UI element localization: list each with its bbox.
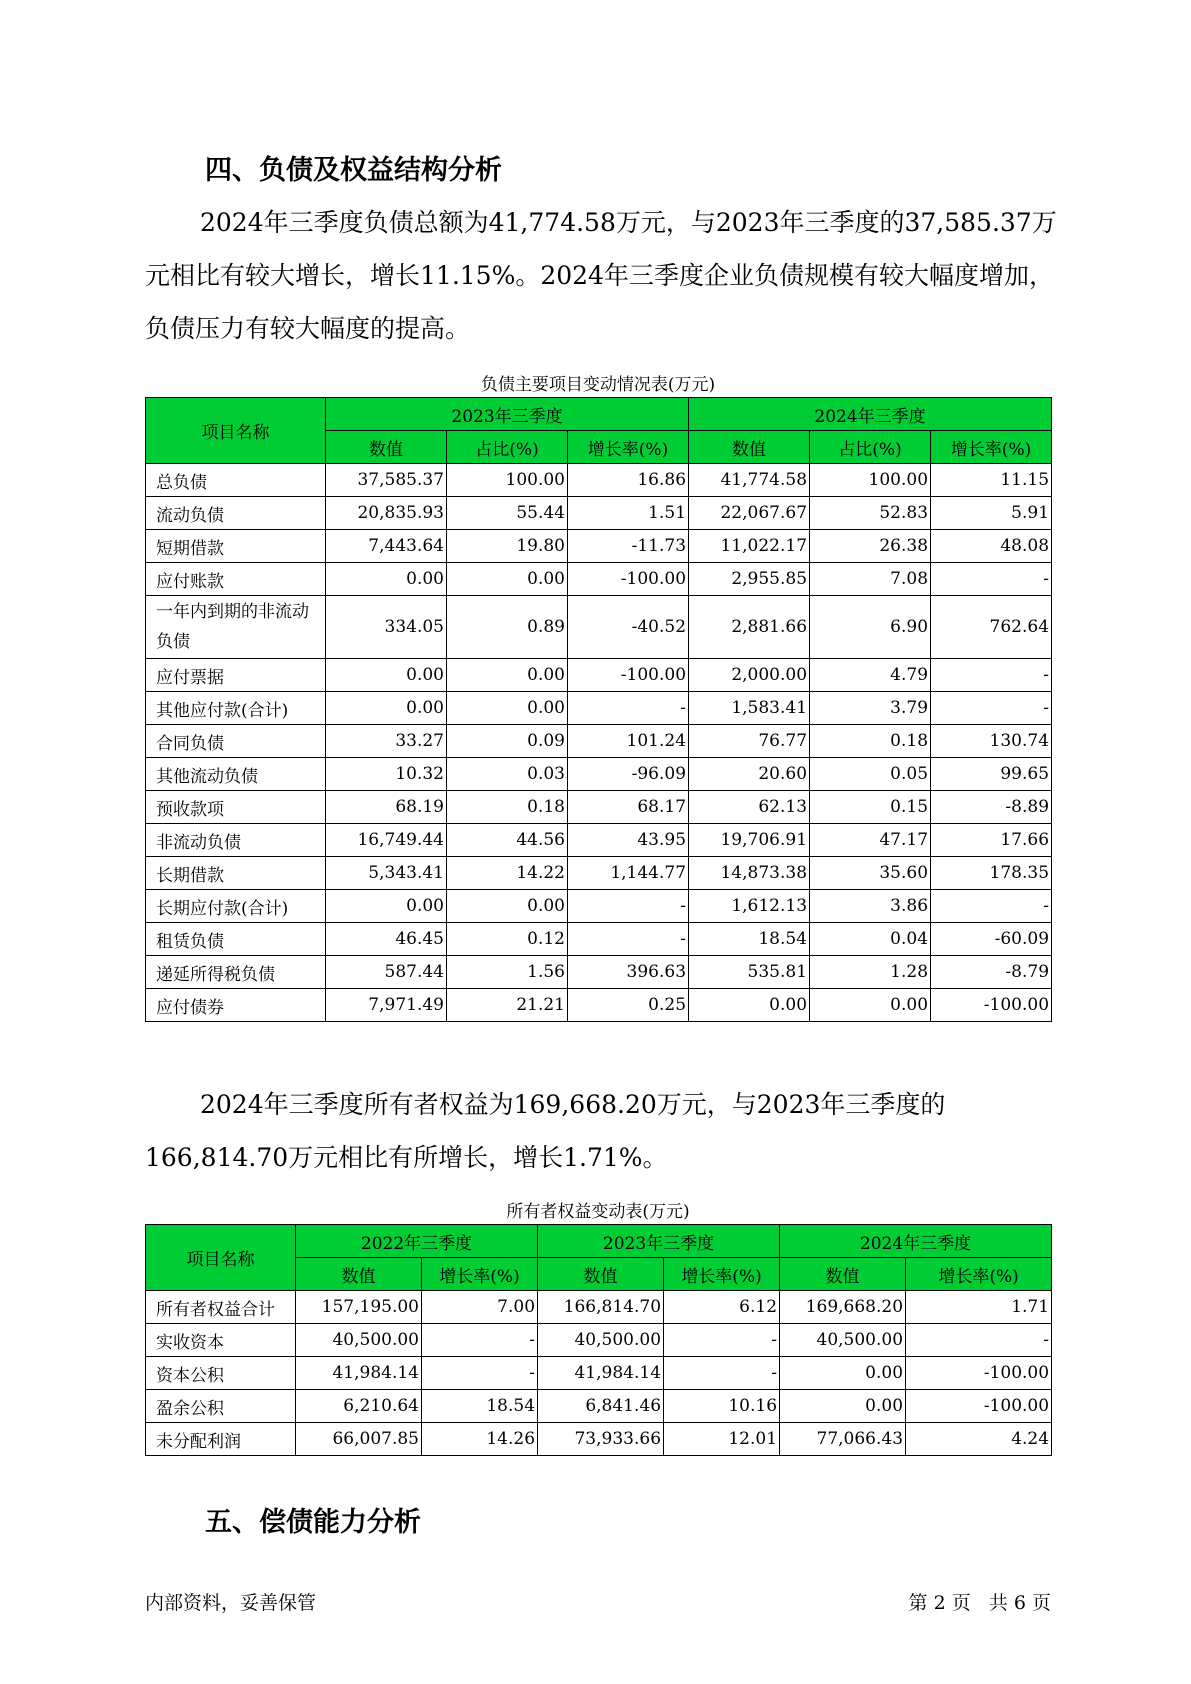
row-value: 41,984.14: [296, 1357, 422, 1390]
row-value: 48.08: [931, 530, 1052, 563]
row-value: -: [931, 563, 1052, 596]
table-header-period: 2023年三季度: [326, 398, 689, 431]
row-value: 3.79: [810, 692, 931, 725]
row-value: 20.60: [689, 758, 810, 791]
row-value: 68.17: [568, 791, 689, 824]
row-value: 130.74: [931, 725, 1052, 758]
row-value: 0.00: [447, 563, 568, 596]
row-value: 1.56: [447, 956, 568, 989]
table-header-name: 项目名称: [146, 398, 326, 464]
table-row: [146, 824, 1052, 857]
table-subheader: 增长率(%): [664, 1258, 780, 1291]
row-value: 35.60: [810, 857, 931, 890]
table-row: [146, 956, 1052, 989]
row-value: 1.71: [906, 1291, 1052, 1324]
row-value: -: [931, 890, 1052, 923]
row-value: 334.05: [326, 596, 447, 659]
table-subheader: 数值: [689, 431, 810, 464]
table-row: [146, 659, 1052, 692]
row-value: -60.09: [931, 923, 1052, 956]
row-value: 0.00: [326, 659, 447, 692]
row-value: 0.00: [326, 563, 447, 596]
row-value: 1.28: [810, 956, 931, 989]
row-value: 0.18: [447, 791, 568, 824]
row-value: 41,774.58: [689, 464, 810, 497]
row-value: 40,500.00: [780, 1324, 906, 1357]
row-label: 合同负债: [146, 725, 326, 758]
row-value: 178.35: [931, 857, 1052, 890]
row-value: 0.00: [810, 989, 931, 1022]
row-value: -100.00: [931, 989, 1052, 1022]
row-value: 0.09: [447, 725, 568, 758]
row-value: 14.22: [447, 857, 568, 890]
row-value: -: [931, 659, 1052, 692]
table-row: [146, 857, 1052, 890]
row-value: 1.51: [568, 497, 689, 530]
row-value: 2,000.00: [689, 659, 810, 692]
row-label: 资本公积: [146, 1357, 296, 1390]
row-label: 总负债: [146, 464, 326, 497]
table-subheader: 占比(%): [447, 431, 568, 464]
table-subheader: 数值: [326, 431, 447, 464]
table-row: [146, 989, 1052, 1022]
row-value: -: [568, 923, 689, 956]
row-value: 1,612.13: [689, 890, 810, 923]
table-row: [146, 464, 1052, 497]
table-subheader: 占比(%): [810, 431, 931, 464]
row-label: 其他流动负债: [146, 758, 326, 791]
footer-confidential: 内部资料，妥善保管: [145, 1592, 317, 1614]
table-subheader: 数值: [780, 1258, 906, 1291]
equity-table: [145, 1224, 1052, 1456]
row-value: 0.00: [447, 659, 568, 692]
row-value: 76.77: [689, 725, 810, 758]
table-row: [146, 497, 1052, 530]
row-value: 66,007.85: [296, 1423, 422, 1456]
row-value: 4.24: [906, 1423, 1052, 1456]
row-value: 6,210.64: [296, 1390, 422, 1423]
table-header-period: 2022年三季度: [296, 1225, 538, 1258]
row-value: 169,668.20: [780, 1291, 906, 1324]
row-value: 20,835.93: [326, 497, 447, 530]
row-value: -40.52: [568, 596, 689, 659]
row-value: 44.56: [447, 824, 568, 857]
row-label: 长期借款: [146, 857, 326, 890]
table-row: [146, 923, 1052, 956]
equity-paragraph-text: 2024年三季度所有者权益为169,668.20万元，与2023年三季度的166,814.70万元相比有所增长，增长1.71%。: [145, 1090, 946, 1172]
row-value: 10.32: [326, 758, 447, 791]
row-value: 7.00: [422, 1291, 538, 1324]
row-value: 0.00: [689, 989, 810, 1022]
row-value: -: [906, 1324, 1052, 1357]
row-value: -100.00: [906, 1390, 1052, 1423]
row-value: 6.90: [810, 596, 931, 659]
liabilities-paragraph-text: 2024年三季度负债总额为41,774.58万元，与2023年三季度的37,585.37万元相比有较大增长，增长11.15%。2024年三季度企业负债规模有较大幅度增加，负债压力有较大幅度的提高。: [145, 208, 1057, 343]
table-subheader: 数值: [296, 1258, 422, 1291]
row-value: 18.54: [689, 923, 810, 956]
table-header-name: 项目名称: [146, 1225, 296, 1291]
row-value: -96.09: [568, 758, 689, 791]
row-value: 157,195.00: [296, 1291, 422, 1324]
row-value: 0.25: [568, 989, 689, 1022]
table-row: [146, 692, 1052, 725]
row-value: 0.00: [447, 692, 568, 725]
row-value: 99.65: [931, 758, 1052, 791]
row-value: 73,933.66: [538, 1423, 664, 1456]
row-value: 16.86: [568, 464, 689, 497]
row-value: 4.79: [810, 659, 931, 692]
table-header-period: 2024年三季度: [689, 398, 1052, 431]
row-value: 5.91: [931, 497, 1052, 530]
row-value: 14,873.38: [689, 857, 810, 890]
row-value: 100.00: [447, 464, 568, 497]
row-value: 12.01: [664, 1423, 780, 1456]
row-value: -100.00: [568, 659, 689, 692]
row-value: 0.18: [810, 725, 931, 758]
row-label: 长期应付款(合计): [146, 890, 326, 923]
row-value: -100.00: [906, 1357, 1052, 1390]
row-value: 77,066.43: [780, 1423, 906, 1456]
row-value: 7,971.49: [326, 989, 447, 1022]
table-subheader: 增长率(%): [931, 431, 1052, 464]
row-value: 0.15: [810, 791, 931, 824]
row-label: 所有者权益合计: [146, 1291, 296, 1324]
row-value: 5,343.41: [326, 857, 447, 890]
table-header-period: 2023年三季度: [538, 1225, 780, 1258]
row-value: 0.05: [810, 758, 931, 791]
row-value: -: [664, 1324, 780, 1357]
row-value: 62.13: [689, 791, 810, 824]
table-subheader: 增长率(%): [568, 431, 689, 464]
row-value: 11,022.17: [689, 530, 810, 563]
row-value: 47.17: [810, 824, 931, 857]
row-value: 587.44: [326, 956, 447, 989]
row-value: -: [568, 890, 689, 923]
table-row: [146, 1291, 1052, 1324]
table-subheader: 增长率(%): [906, 1258, 1052, 1291]
row-value: 21.21: [447, 989, 568, 1022]
row-value: 18.54: [422, 1390, 538, 1423]
row-value: 19,706.91: [689, 824, 810, 857]
table-row: [146, 725, 1052, 758]
row-value: -: [568, 692, 689, 725]
row-value: -11.73: [568, 530, 689, 563]
section-heading-liabilities-equity: 四、负债及权益结构分析: [205, 155, 502, 186]
row-value: 40,500.00: [296, 1324, 422, 1357]
row-value: 762.64: [931, 596, 1052, 659]
row-value: 1,144.77: [568, 857, 689, 890]
row-value: 10.16: [664, 1390, 780, 1423]
row-value: 101.24: [568, 725, 689, 758]
row-value: 19.80: [447, 530, 568, 563]
row-label: 租赁负债: [146, 923, 326, 956]
table-subheader: 增长率(%): [422, 1258, 538, 1291]
row-value: 26.38: [810, 530, 931, 563]
row-label: 应付账款: [146, 563, 326, 596]
row-value: -: [931, 692, 1052, 725]
section-heading-solvency: 五、偿债能力分析: [205, 1507, 421, 1538]
table-row: [146, 1324, 1052, 1357]
row-value: 37,585.37: [326, 464, 447, 497]
row-value: -100.00: [568, 563, 689, 596]
row-value: 17.66: [931, 824, 1052, 857]
row-label: 应付票据: [146, 659, 326, 692]
table-row: [146, 758, 1052, 791]
row-value: 0.89: [447, 596, 568, 659]
table-row: [146, 596, 1052, 659]
row-value: 100.00: [810, 464, 931, 497]
table-row: [146, 1390, 1052, 1423]
row-value: 0.04: [810, 923, 931, 956]
row-value: 33.27: [326, 725, 447, 758]
row-value: -8.89: [931, 791, 1052, 824]
table-row: [146, 1357, 1052, 1390]
row-label: 其他应付款(合计): [146, 692, 326, 725]
row-value: 41,984.14: [538, 1357, 664, 1390]
row-value: -: [422, 1357, 538, 1390]
row-value: 16,749.44: [326, 824, 447, 857]
row-value: 6,841.46: [538, 1390, 664, 1423]
row-value: 396.63: [568, 956, 689, 989]
liabilities-table: [145, 397, 1052, 1022]
row-value: 2,881.66: [689, 596, 810, 659]
row-value: 535.81: [689, 956, 810, 989]
row-label: 递延所得税负债: [146, 956, 326, 989]
row-value: 43.95: [568, 824, 689, 857]
row-value: 0.03: [447, 758, 568, 791]
row-value: 0.00: [326, 890, 447, 923]
row-value: 166,814.70: [538, 1291, 664, 1324]
row-value: -: [422, 1324, 538, 1357]
table-row: [146, 530, 1052, 563]
row-value: 0.00: [780, 1390, 906, 1423]
row-value: 11.15: [931, 464, 1052, 497]
table-row: [146, 563, 1052, 596]
table-header-period: 2024年三季度: [780, 1225, 1052, 1258]
equity-paragraph: [145, 1078, 1075, 1184]
table-subheader: 数值: [538, 1258, 664, 1291]
equity-table-caption: 所有者权益变动表(万元): [506, 1202, 690, 1222]
row-value: 14.26: [422, 1423, 538, 1456]
row-value: 0.00: [326, 692, 447, 725]
row-value: 0.00: [447, 890, 568, 923]
row-value: 68.19: [326, 791, 447, 824]
row-value: 22,067.67: [689, 497, 810, 530]
row-value: -8.79: [931, 956, 1052, 989]
row-value: 46.45: [326, 923, 447, 956]
row-value: 7,443.64: [326, 530, 447, 563]
row-label: 应付债券: [146, 989, 326, 1022]
row-value: 6.12: [664, 1291, 780, 1324]
row-value: -: [664, 1357, 780, 1390]
row-label: 非流动负债: [146, 824, 326, 857]
footer-page-number: 第 2 页 共 6 页: [908, 1592, 1051, 1614]
row-label: 一年内到期的非流动负债: [146, 596, 326, 659]
row-value: 40,500.00: [538, 1324, 664, 1357]
table-row: [146, 890, 1052, 923]
row-label: 盈余公积: [146, 1390, 296, 1423]
row-value: 2,955.85: [689, 563, 810, 596]
row-value: 1,583.41: [689, 692, 810, 725]
row-value: 0.00: [780, 1357, 906, 1390]
row-label: 流动负债: [146, 497, 326, 530]
row-label: 未分配利润: [146, 1423, 296, 1456]
table-row: [146, 791, 1052, 824]
row-value: 55.44: [447, 497, 568, 530]
table-row: [146, 1423, 1052, 1456]
row-value: 3.86: [810, 890, 931, 923]
row-value: 0.12: [447, 923, 568, 956]
row-label: 实收资本: [146, 1324, 296, 1357]
row-label: 预收款项: [146, 791, 326, 824]
row-value: 7.08: [810, 563, 931, 596]
liabilities-table-caption: 负债主要项目变动情况表(万元): [480, 375, 716, 395]
liabilities-paragraph: [145, 196, 1075, 355]
row-value: 52.83: [810, 497, 931, 530]
row-label: 短期借款: [146, 530, 326, 563]
